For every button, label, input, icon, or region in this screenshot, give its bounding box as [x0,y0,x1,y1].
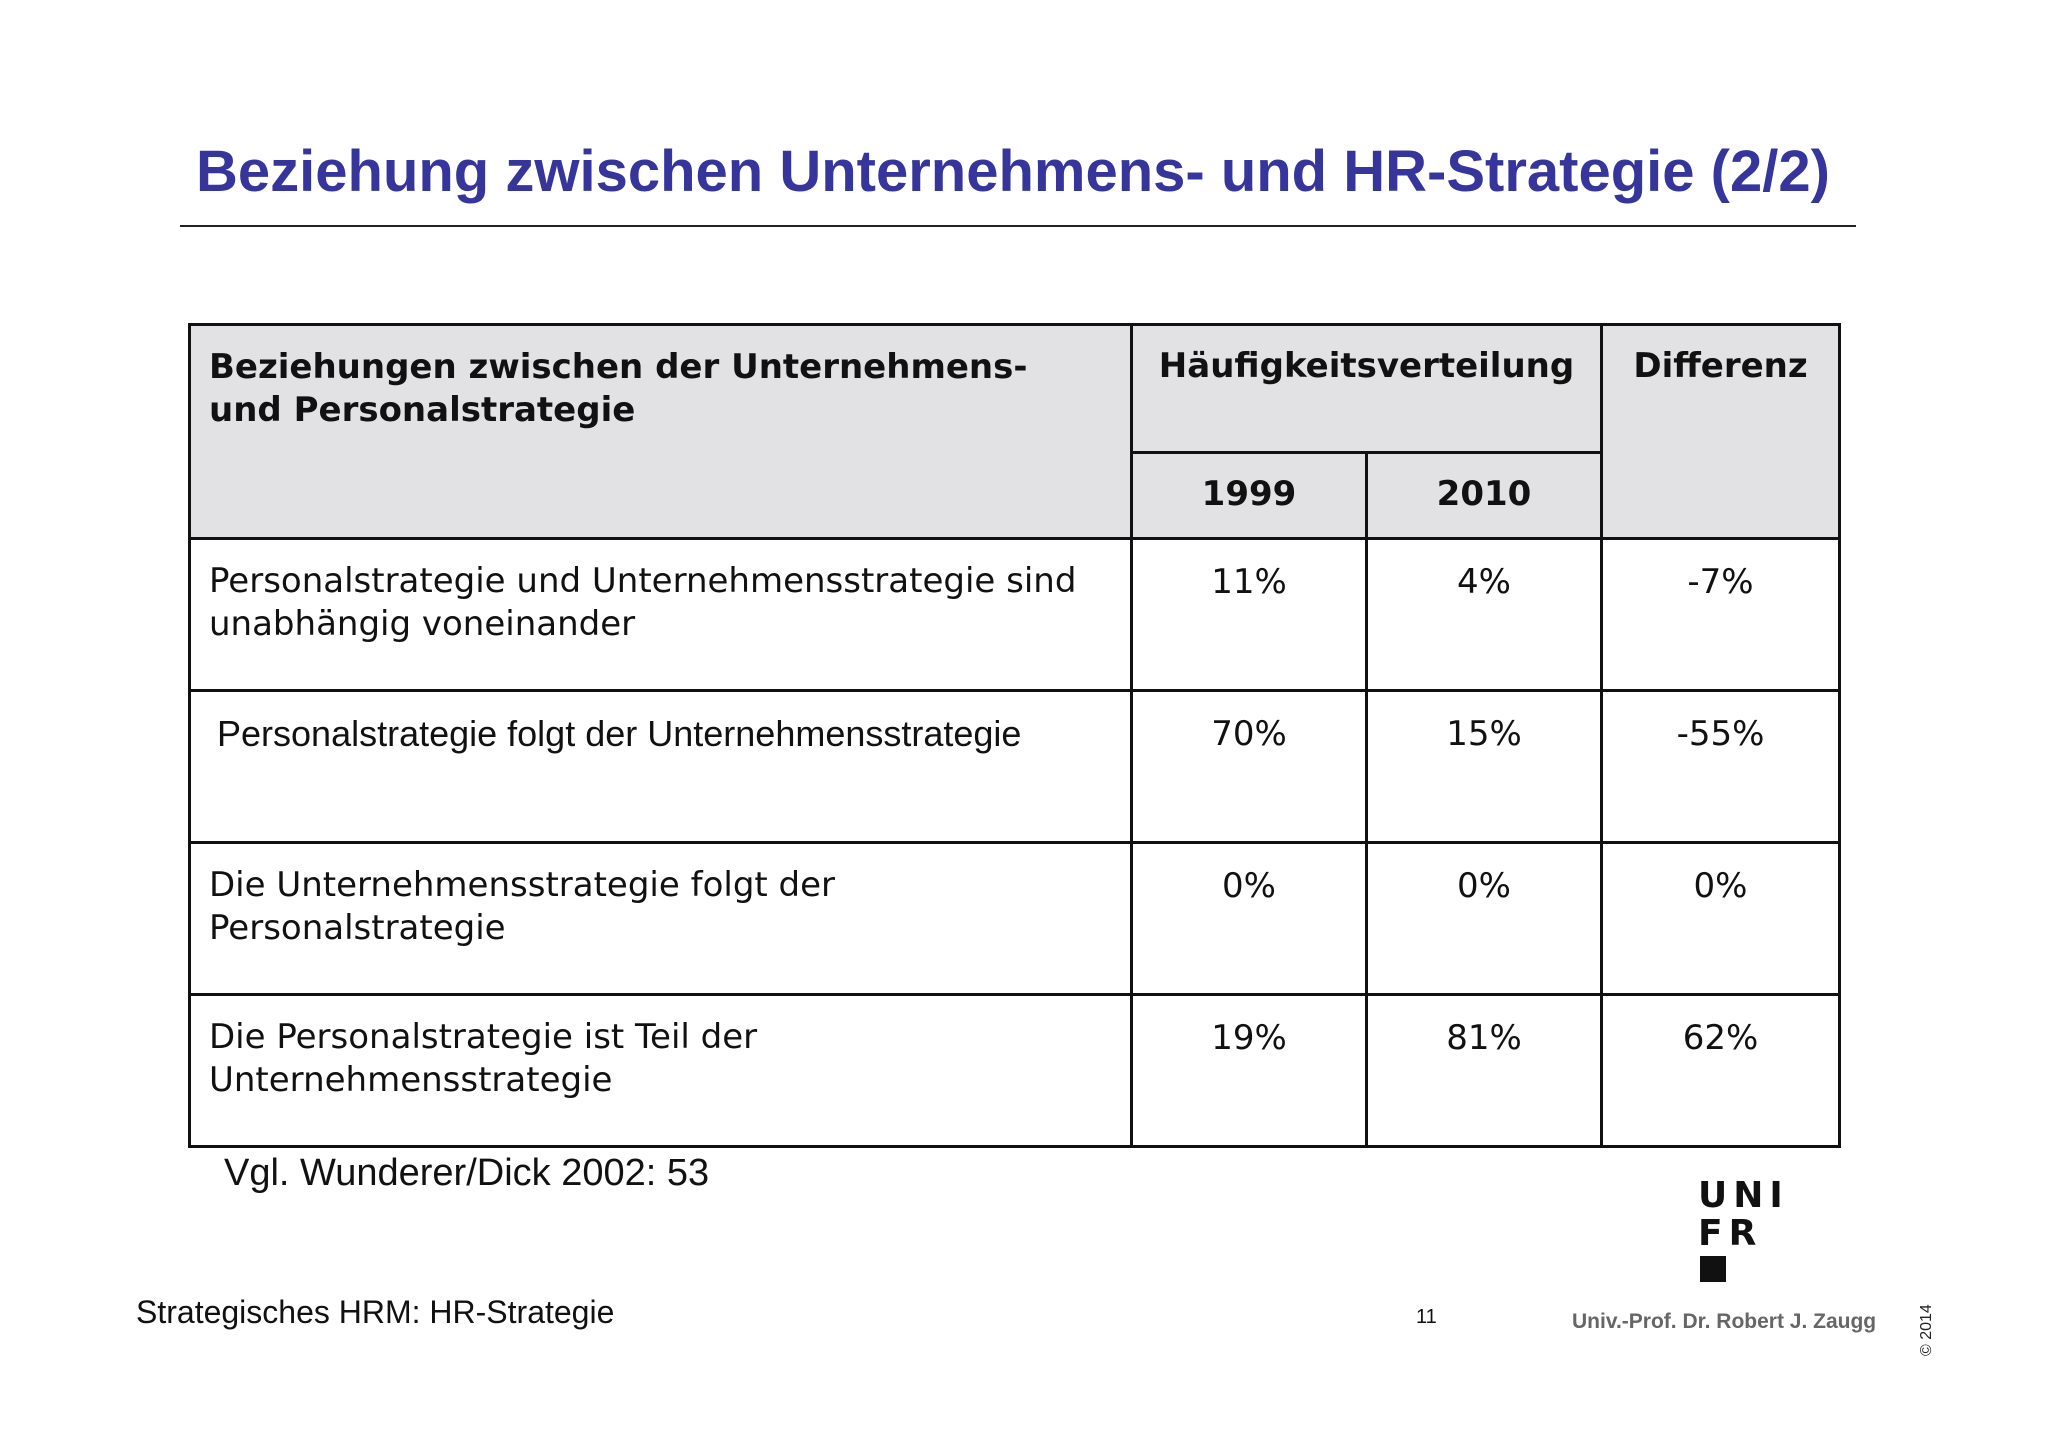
logo-line-2: FR [1698,1213,1763,1254]
value-difference: 62% [1602,995,1840,1147]
logo-square-icon [1700,1256,1726,1282]
value-1999: 19% [1132,995,1367,1147]
value-1999: 11% [1132,539,1367,691]
value-2010: 4% [1367,539,1602,691]
footer-author: Univ.-Prof. Dr. Robert J. Zaugg [1572,1310,1877,1333]
header-frequency-distribution: Häufigkeitsverteilung [1132,325,1602,453]
row-label: Personalstrategie und Unternehmensstrategie sind unabhängig voneinander [190,539,1132,691]
table-row [190,539,1840,691]
value-2010: 81% [1367,995,1602,1147]
table-row [190,995,1840,1147]
value-2010: 0% [1367,843,1602,995]
header-relationships: Beziehungen zwischen der Unternehmens- und Personalstrategie [190,325,1132,539]
footer-course-title: Strategisches HRM: HR-Strategie [136,1294,615,1330]
value-1999: 0% [1132,843,1367,995]
source-citation: Vgl. Wunderer/Dick 2002: 53 [224,1152,710,1194]
logo-line-1: UNI [1698,1175,1789,1216]
header-difference: Differenz [1602,325,1840,539]
table-row [190,843,1840,995]
value-difference: -55% [1602,691,1840,843]
row-label: Die Personalstrategie ist Teil der Unternehmensstrategie [190,995,1132,1147]
value-1999: 70% [1132,691,1367,843]
table-row [190,691,1840,843]
copyright-notice: © 2014 [1918,1304,1935,1356]
title-divider [180,225,1856,227]
header-year-1999: 1999 [1132,453,1367,539]
frequency-table [188,323,1841,1148]
row-label: Personalstrategie folgt der Unternehmensstrategie [190,691,1132,843]
row-label: Die Unternehmensstrategie folgt der Personalstrategie [190,843,1132,995]
value-difference: -7% [1602,539,1840,691]
header-year-2010: 2010 [1367,453,1602,539]
unifr-logo [1698,1175,1792,1284]
slide-title: Beziehung zwischen Unternehmens- und HR-Strategie (2/2) [196,139,1830,204]
value-2010: 15% [1367,691,1602,843]
value-difference: 0% [1602,843,1840,995]
page-number: 11 [1416,1306,1437,1328]
